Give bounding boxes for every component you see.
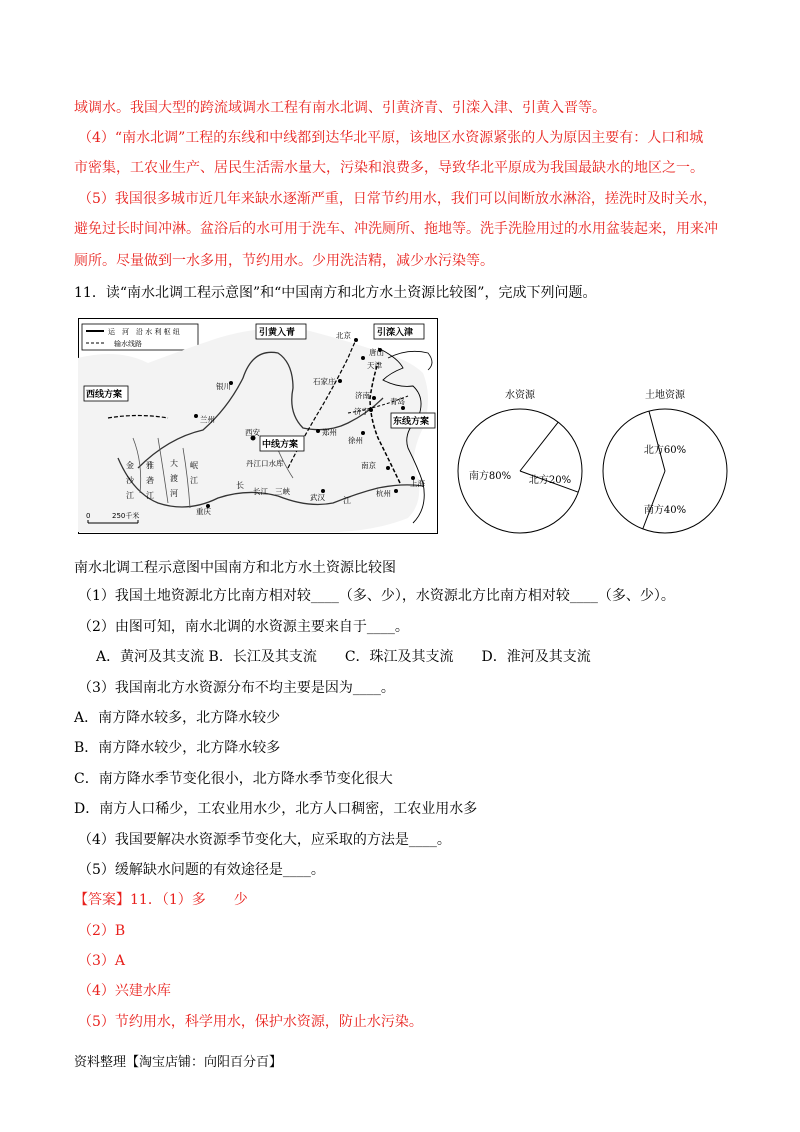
city-tianjin: 天津 [367, 361, 382, 370]
prev-answer-line-3: 市密集，工农业生产、居民生活需水量大，污染和浪费多，导致华北平原成为我国最缺水的地区之一。 [74, 160, 704, 176]
city-yinchuan: 银川 [216, 382, 231, 391]
label-west-scheme: 西线方案 [86, 390, 123, 400]
q2: （2）由图可知，南水北调的水资源主要来自于____。 [78, 619, 409, 635]
river-char-13: 江 [343, 496, 351, 505]
pie-title-land: 土地资源 [645, 390, 685, 401]
label-middle-scheme: 中线方案 [262, 440, 299, 450]
q3: （3）我国南北方水资源分布不均主要是因为____。 [78, 680, 395, 696]
answer-1: 【答案】11．（1）多 少 [74, 892, 248, 908]
figure [78, 318, 748, 538]
city-wuhan: 武汉 [310, 493, 325, 502]
q5: （5）缓解缺水问题的有效途径是____。 [78, 862, 325, 878]
scale-label: 250千米 [112, 512, 140, 520]
city-lanzhou: 兰州 [200, 415, 215, 424]
q3-option-d: D．南方人口稀少，工农业用水少，北方人口稠密，工农业用水多 [74, 801, 478, 817]
prev-answer-line-6: 厕所。尽量做到一水多用，节约用水。少用洗洁精，减少水污染等。 [74, 253, 494, 269]
prev-answer-line-4: （5）我国很多城市近几年来缺水逐渐严重，日常节约用水，我们可以间断放水淋浴，搓洗时及时关水， [78, 191, 717, 207]
question-stem: 11．读“南水北调工程示意图”和“中国南方和北方水土资源比较图”，完成下列问题。 [74, 285, 597, 301]
city-nanjing: 南京 [361, 461, 376, 470]
legend-river-label: 运 河 沿 水 利 枢 纽 [108, 328, 180, 336]
q3-option-b: B．南方降水较少，北方降水较多 [74, 740, 281, 756]
scale-zero: 0 [86, 512, 91, 520]
answer-4: （4）兴建水库 [78, 983, 171, 999]
river-char-6: 江 [146, 491, 154, 500]
label-sanxia: 三峡 [275, 487, 290, 496]
city-shijiazhuang: 石家庄 [313, 377, 336, 386]
river-char-4: 雅 [146, 461, 154, 470]
answer-5: （5）节约用水，科学用水，保护水资源，防止水污染。 [78, 1014, 423, 1030]
river-char-11: 江 [190, 476, 198, 485]
river-char-1: 金 [126, 461, 134, 470]
prev-answer-line-5: 避免过长时间冲淋。盆浴后的水可用于洗车、冲洗厕所、拖地等。洗手洗脸用过的水用盆装起来，用来冲 [74, 221, 718, 237]
prev-answer-line-1: 域调水。我国大型的跨流域调水工程有南水北调、引黄济青、引滦入津、引黄入晋等。 [74, 100, 606, 116]
footer: 资料整理【淘宝店铺：向阳百分百】 [74, 1055, 283, 1070]
label-changjiang-valley: 长江 [253, 487, 268, 496]
q4: （4）我国要解决水资源季节变化大，应采取的方法是____。 [78, 832, 451, 848]
south-north-water-map [78, 318, 438, 534]
city-shanghai: 上海 [410, 479, 425, 488]
river-char-7: 大 [170, 459, 178, 468]
city-xian: 西安 [245, 428, 260, 437]
city-jinan: 济南 [355, 391, 370, 400]
city-xuzhou: 徐州 [348, 436, 363, 445]
river-char-3: 江 [126, 491, 134, 500]
prev-answer-line-2: （4）“南水北调”工程的东线和中线都到达华北平原，该地区水资源紧张的人为原因主要有：人口和城 [78, 130, 704, 146]
city-jining: 济宁 [354, 407, 369, 416]
label-danjiangkou: 丹江口水库 [246, 459, 284, 468]
q2-options: A．黄河及其支流 B．长江及其支流 C．珠江及其支流 D．淮河及其支流 [96, 649, 591, 665]
pie-label-water-south: 南方80% [468, 471, 512, 482]
water-resource-pie [445, 386, 595, 536]
pie-label-land-north: 北方60% [643, 445, 687, 456]
city-hangzhou: 杭州 [376, 489, 391, 498]
city-beijing: 北京 [336, 331, 351, 340]
river-char-2: 沙 [126, 476, 134, 485]
river-char-5: 砻 [146, 476, 154, 485]
land-resource-pie [590, 386, 740, 536]
river-char-12: 长 [236, 481, 244, 490]
answer-2: （2）B [78, 923, 126, 939]
legend-line-label: 输水线路 [114, 340, 142, 348]
city-tangshan: 唐山 [369, 348, 384, 357]
river-char-8: 渡 [170, 474, 178, 483]
city-chongqing: 重庆 [196, 507, 211, 516]
label-east-scheme: 东线方案 [393, 417, 430, 427]
pie-label-water-north: 北方20% [528, 475, 572, 486]
q3-option-c: C．南方降水季节变化很小，北方降水季节变化很大 [74, 771, 393, 787]
q3-option-a: A．南方降水较多，北方降水较少 [74, 710, 281, 726]
river-char-10: 岷 [190, 461, 198, 470]
pie-title-water: 水资源 [505, 390, 535, 401]
city-qingdao: 青岛 [390, 397, 405, 406]
answer-3: （3）A [78, 953, 126, 969]
q1: （1）我国土地资源北方比南方相对较____（多、少），水资源北方比南方相对较____（多、少）。 [78, 588, 675, 604]
river-char-9: 河 [170, 489, 178, 498]
label-yinhuang: 引黄入青 [259, 328, 296, 338]
figure-caption: 南水北调工程示意图中国南方和北方水土资源比较图 [74, 560, 396, 576]
label-yinluan: 引滦入津 [377, 328, 414, 338]
city-zhengzhou: 郑州 [322, 428, 337, 437]
pie-label-land-south: 南方40% [643, 505, 687, 516]
